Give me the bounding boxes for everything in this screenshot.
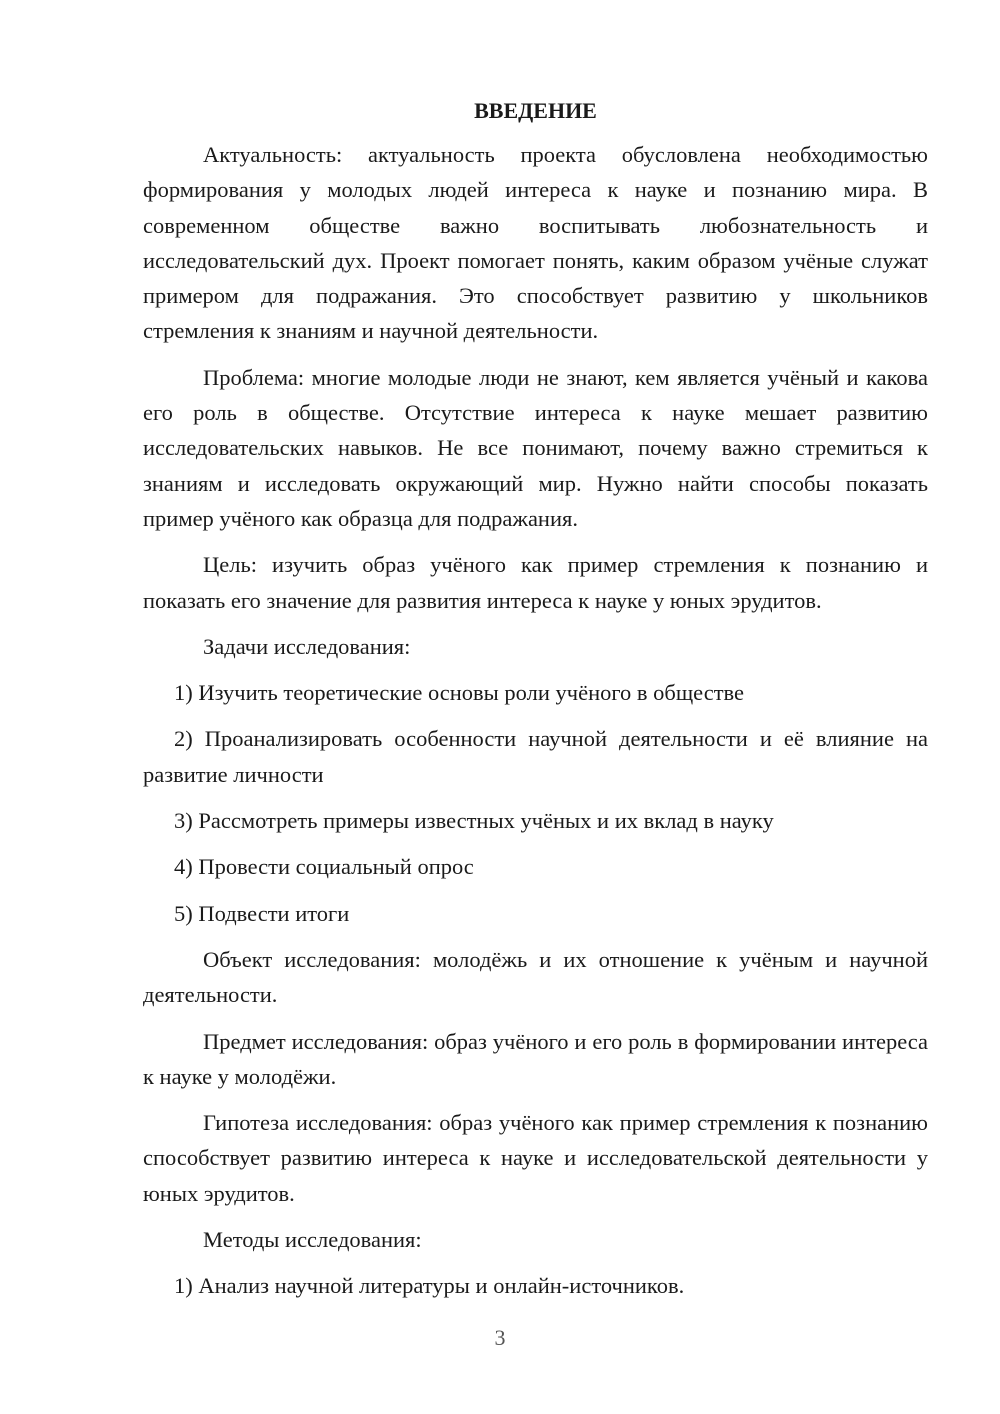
- goal-paragraph: Цель: изучить образ учёного как пример стремления к познанию и показать его значение для развития интереса к науке у юных эрудитов.: [143, 552, 928, 613]
- section-title: ВВЕДЕНИЕ: [474, 98, 597, 123]
- document-page: [143, 92, 928, 1304]
- object-paragraph: Объект исследования: молодёжь и их отношение к учёным и научной деятельности.: [143, 946, 928, 1008]
- method-item-1: 1) Анализ научной литературы и онлайн-источников.: [174, 1273, 685, 1299]
- page-number: 3: [494, 1325, 506, 1350]
- task-item-2: 2) Проанализировать особенности научной деятельности и её влияние на развитие личности: [143, 726, 928, 787]
- task-item-3: 3) Рассмотреть примеры известных учёных и их вклад в науку: [174, 808, 774, 834]
- task-item-5: 5) Подвести итоги: [174, 900, 350, 926]
- problem-paragraph: Проблема: многие молодые люди не знают, кем является учёный и какова его роль в обществе. Отсутствие интереса к науке мешает развитию исследовательских навыков. Не все понимают, почему важно стремиться к знаниям и исследовать окружающий мир. Нужно найти способы показать пример учёного как образца для подражания.: [143, 364, 928, 531]
- task-item-1: 1) Изучить теоретические основы роли учёного в обществе: [174, 680, 745, 706]
- task-item-4: 4) Провести социальный опрос: [174, 854, 474, 880]
- hypothesis-paragraph: Гипотеза исследования: образ учёного как пример стремления к познанию способствует развитию интереса к науке и исследовательской деятельности у юных эрудитов.: [143, 1110, 928, 1206]
- methods-heading: Методы исследования:: [203, 1227, 422, 1253]
- subject-paragraph: Предмет исследования: образ учёного и его роль в формировании интереса к науке у молодёжи.: [143, 1028, 928, 1089]
- relevance-paragraph: Актуальность: актуальность проекта обусловлена необходимостью формирования у молодых людей интереса к науке и познанию мира. В современном обществе важно воспитывать любознательность и исследовательский дух. Проект помогает понять, каким образом учёные служат примером для подражания. Это способствует развитию у школьников стремления к знаниям и научной деятельности.: [143, 142, 928, 344]
- tasks-heading: Задачи исследования:: [203, 633, 411, 659]
